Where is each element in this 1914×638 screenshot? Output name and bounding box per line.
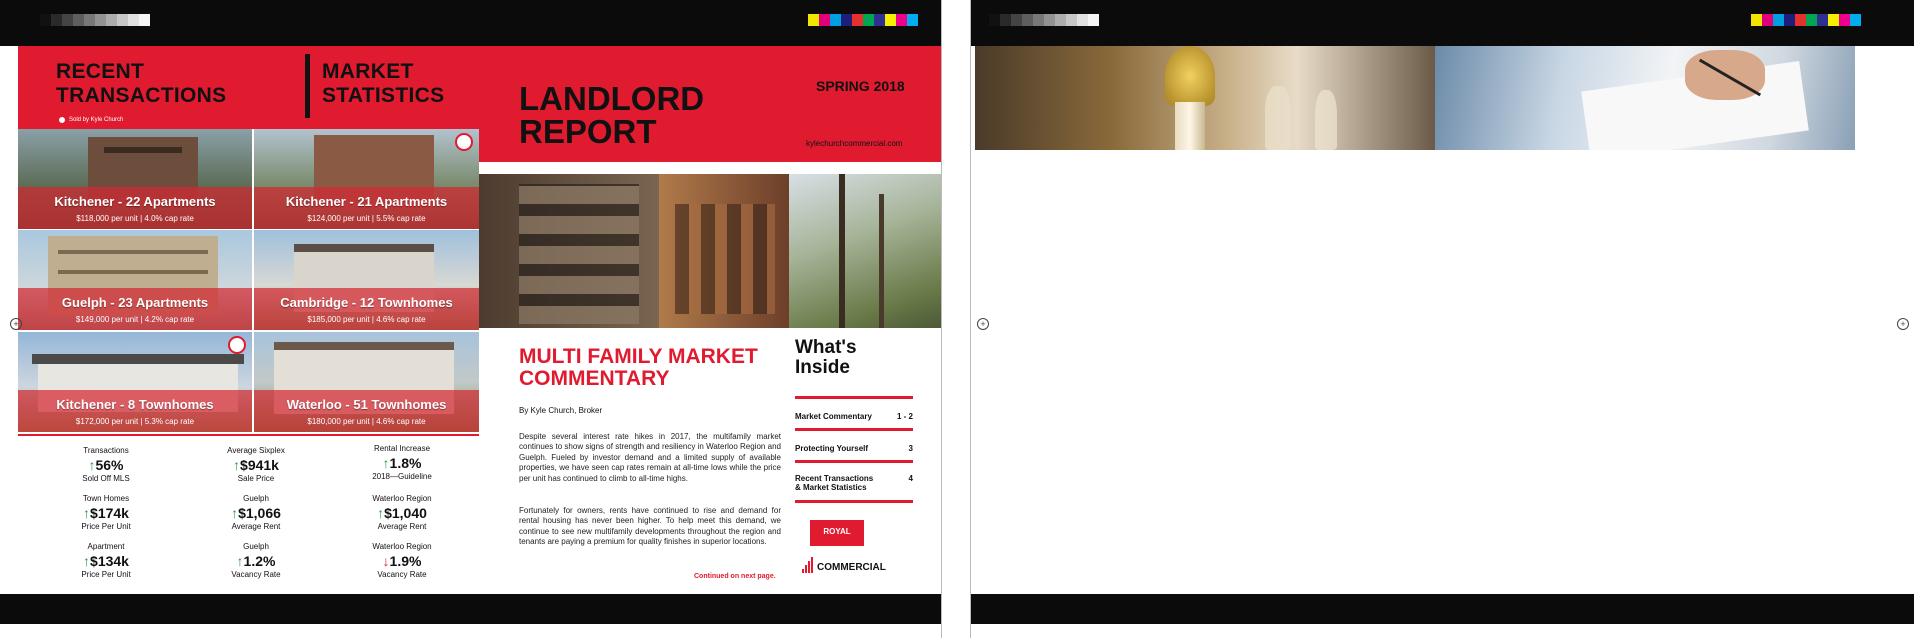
property-name: Waterloo - 51 Townhomes [286, 397, 447, 412]
color-swatches [808, 14, 918, 26]
property-tile-3 [18, 230, 252, 330]
toc-label: Recent Transactions & Market Statistics [795, 474, 874, 492]
stat-sub: 2018—Guideline [372, 472, 432, 481]
arrow-up-icon: ↑ [88, 457, 96, 473]
commentary-title: MULTI FAMILY MARKET COMMENTARY [519, 345, 758, 390]
stat-value: 1.8% [389, 455, 422, 471]
toc-pages: 1 - 2 [896, 412, 913, 421]
stat-town-homes [36, 494, 176, 531]
stat-sub: Vacancy Rate [377, 570, 427, 579]
sold-dot-icon [58, 116, 66, 124]
stat-sixplex [186, 446, 326, 483]
toc-item-market-commentary[interactable] [795, 412, 913, 421]
stat-waterloo-vacancy [332, 542, 472, 579]
stat-sub: Average Rent [231, 522, 281, 531]
toc-divider [795, 500, 913, 503]
toc-label: Protecting Yourself [795, 444, 869, 453]
property-name: Cambridge - 12 Townhomes [280, 295, 453, 310]
toc-item-protecting-yourself[interactable] [795, 444, 913, 453]
property-detail: $118,000 per unit | 4.0% cap rate [76, 214, 194, 223]
bottom-black-band [0, 594, 942, 624]
sold-badge-icon [228, 336, 246, 354]
arrow-up-icon: ↑ [83, 553, 91, 569]
stat-head: Guelph [243, 542, 269, 551]
property-detail: $180,000 per unit | 4.6% cap rate [307, 417, 426, 426]
stat-head: Rental Increase [373, 444, 431, 453]
report-title: LANDLORD REPORT [519, 80, 705, 150]
stat-sub: Sale Price [237, 474, 275, 483]
stat-head: Transactions [83, 446, 129, 455]
toc-pages: 3 [908, 444, 913, 453]
arrow-up-icon: ↑ [233, 457, 241, 473]
stat-head: Town Homes [82, 494, 130, 503]
sold-badge-icon [455, 133, 473, 151]
stat-value: 56% [95, 457, 124, 473]
commentary-paragraph-1: Despite several interest rate hikes in 2017, the multifamily market continues to show signs of strength and resiliency in Waterloo Region and Guelph. Fueled by investor demand and a limited supply of available properties, we have seen cap rates remain at all-time lows while the price per unit has continued to climb to all-time highs. [519, 432, 781, 483]
registration-mark-icon: + [977, 318, 989, 330]
property-tile-2 [254, 129, 479, 229]
arrow-up-icon: ↑ [83, 505, 91, 521]
page-gutter [942, 0, 970, 638]
website-link[interactable]: kylechurchcommercial.com [806, 139, 903, 148]
color-swatches [1751, 14, 1861, 26]
stat-sub: Sold Off MLS [82, 474, 130, 483]
stat-value: 1.9% [389, 553, 422, 569]
toc-label: Market Commentary [795, 412, 872, 421]
grayscale-swatches [989, 14, 1099, 26]
toc-pages: 4 [908, 474, 913, 483]
stat-value: $1,066 [238, 505, 281, 521]
commercial-wordmark: COMMERCIAL [817, 562, 886, 573]
whats-inside-title: What's Inside [795, 337, 857, 378]
property-name: Kitchener - 8 Townhomes [56, 397, 214, 412]
property-name: Guelph - 23 Apartments [61, 295, 209, 310]
property-detail: $172,000 per unit | 5.3% cap rate [75, 417, 195, 426]
stat-value: $134k [90, 553, 129, 569]
stat-value: $1,040 [384, 505, 427, 521]
royal-lepage-logo: ROYAL LePAGE [810, 520, 864, 546]
street-photo [479, 174, 941, 328]
stat-waterloo-rent [332, 494, 472, 531]
stat-sub: Vacancy Rate [231, 570, 281, 579]
market-statistics-heading: MARKET STATISTICS [322, 60, 445, 107]
commercial-logo [802, 557, 886, 573]
stat-guelph-rent [186, 494, 326, 531]
stat-value: $174k [90, 505, 129, 521]
arrow-up-icon: ↑ [231, 505, 239, 521]
registration-mark-icon: + [1897, 318, 1909, 330]
sold-by-text: Sold by Kyle Church [69, 117, 124, 123]
toc-divider [795, 396, 913, 399]
right-page [970, 0, 1914, 638]
stat-sub: Price Per Unit [81, 570, 131, 579]
left-page [0, 0, 942, 638]
arrow-up-icon: ↑ [236, 553, 244, 569]
chess-photo [975, 46, 1435, 150]
registration-mark-icon: + [10, 318, 22, 330]
recent-transactions-heading: RECENT TRANSACTIONS [56, 60, 227, 107]
commentary-paragraph-2: Fortunately for owners, rents have continued to rise and demand for rental housing has never been higher. To help meet this demand, we continue to see new multifamily developments throughout the region and tenants are paying a premium for quality finishes in superior locations. [519, 506, 781, 547]
stat-head: Average Sixplex [227, 446, 285, 455]
stat-value: 1.2% [243, 553, 276, 569]
stat-head: Waterloo Region [372, 494, 432, 503]
property-detail: $124,000 per unit | 5.5% cap rate [307, 214, 426, 223]
byline: By Kyle Church, Broker [519, 406, 603, 415]
sold-badge [58, 116, 123, 124]
stat-sub: Average Rent [377, 522, 427, 531]
property-name: Kitchener - 22 Apartments [54, 194, 216, 209]
property-detail: $185,000 per unit | 4.6% cap rate [307, 315, 426, 324]
arrow-down-icon: ↓ [382, 553, 390, 569]
arrow-up-icon: ↑ [382, 455, 390, 471]
property-detail: $149,000 per unit | 4.2% cap rate [75, 315, 195, 324]
stat-apartment [36, 542, 176, 579]
toc-item-recent-transactions[interactable] [795, 474, 913, 492]
header-divider [305, 54, 310, 118]
property-tile-6 [254, 332, 479, 432]
toc-divider [795, 460, 913, 463]
stat-sub: Price Per Unit [81, 522, 131, 531]
property-tile-5 [18, 332, 252, 432]
stat-guelph-vacancy [186, 542, 326, 579]
arrow-up-icon: ↑ [377, 505, 385, 521]
signing-photo [1435, 46, 1855, 150]
toc-divider [795, 428, 913, 431]
stat-head: Apartment [87, 542, 125, 551]
property-tile-4 [254, 230, 479, 330]
season-label: SPRING 2018 [816, 78, 905, 94]
continued-next-page: Continued on next page. [694, 573, 776, 580]
grayscale-swatches [40, 14, 150, 26]
property-tile-1 [18, 129, 252, 229]
stat-transactions [36, 446, 176, 483]
stats-divider [18, 434, 479, 436]
bottom-black-band [971, 594, 1914, 624]
property-name: Kitchener - 21 Apartments [285, 194, 448, 209]
stat-value: $941k [240, 457, 279, 473]
stat-head: Waterloo Region [372, 542, 432, 551]
stat-head: Guelph [243, 494, 269, 503]
stat-rental-increase [332, 444, 472, 481]
